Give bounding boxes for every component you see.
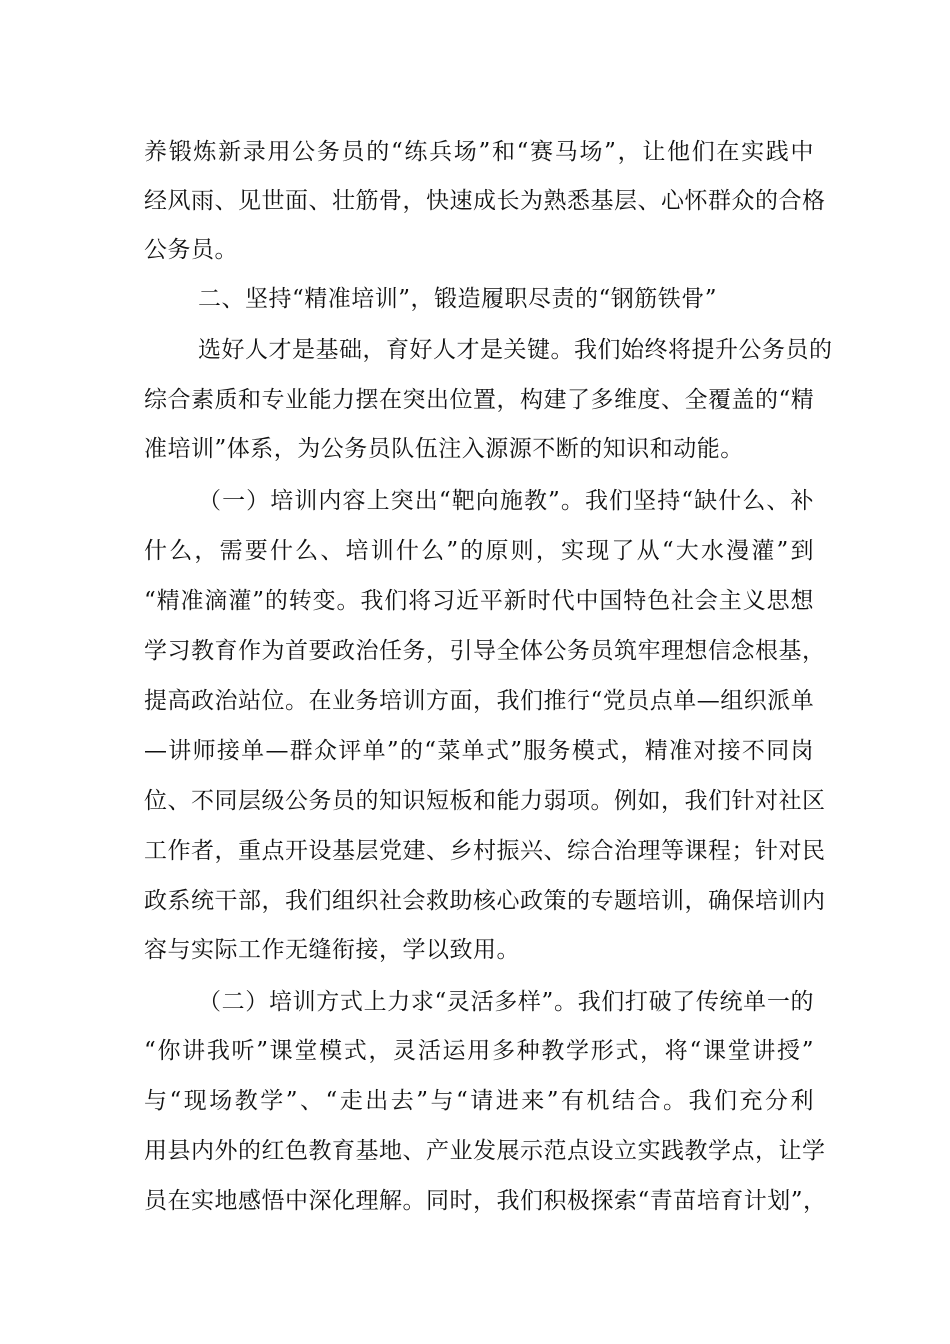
body-line-6: 综合素质和专业能力摆在突出位置，构建了多维度、全覆盖的“精 bbox=[144, 387, 815, 413]
body-line-2: 经风雨、见世面、壮筋骨，快速成长为熟悉基层、心怀群众的合格 bbox=[144, 188, 826, 214]
body-line-19: “你讲我听”课堂模式，灵活运用多种教学形式，将“课堂讲授” bbox=[144, 1038, 814, 1064]
body-line-7: 准培训”体系，为公务员队伍注入源源不断的知识和动能。 bbox=[144, 436, 744, 462]
body-line-10: “精准滴灌”的转变。我们将习近平新时代中国特色社会主义思想 bbox=[144, 588, 814, 614]
body-line-17: 容与实际工作无缝衔接，学以致用。 bbox=[144, 937, 520, 963]
body-line-8: （一）培训内容上突出“靶向施教”。我们坚持“缺什么、补 bbox=[198, 488, 814, 514]
body-line-16: 政系统干部，我们组织社会救助核心政策的专题培训，确保培训内 bbox=[144, 888, 826, 914]
body-line-18: （二）培训方式上力求“灵活多样”。我们打破了传统单一的 bbox=[198, 989, 814, 1015]
body-line-12: 提高政治站位。在业务培训方面，我们推行“党员点单—组织派单 bbox=[144, 688, 815, 714]
section-heading-2: 二、坚持“精准培训”，锻造履职尽责的“钢筋铁骨” bbox=[198, 286, 718, 312]
body-line-3: 公务员。 bbox=[144, 237, 238, 263]
body-line-11: 学习教育作为首要政治任务，引导全体公务员筑牢理想信念根基， bbox=[144, 638, 826, 664]
body-line-22: 员在实地感悟中深化理解。同时，我们积极探索“青苗培育计划”， bbox=[144, 1188, 827, 1214]
body-line-1: 养锻炼新录用公务员的“练兵场”和“赛马场”，让他们在实践中 bbox=[144, 139, 814, 165]
body-line-5: 选好人才是基础，育好人才是关键。我们始终将提升公务员的 bbox=[198, 337, 833, 363]
body-line-20: 与“现场教学”、“走出去”与“请进来”有机结合。我们充分利 bbox=[144, 1088, 814, 1114]
body-line-21: 用县内外的红色教育基地、产业发展示范点设立实践教学点，让学 bbox=[144, 1138, 826, 1164]
body-line-14: 位、不同层级公务员的知识短板和能力弱项。例如，我们针对社区 bbox=[144, 788, 826, 814]
body-line-15: 工作者，重点开设基层党建、乡村振兴、综合治理等课程；针对民 bbox=[144, 838, 826, 864]
body-line-13: —讲师接单—群众评单”的“菜单式”服务模式，精准对接不同岗 bbox=[144, 738, 814, 764]
body-line-9: 什么，需要什么、培训什么”的原则，实现了从“大水漫灌”到 bbox=[144, 538, 814, 564]
